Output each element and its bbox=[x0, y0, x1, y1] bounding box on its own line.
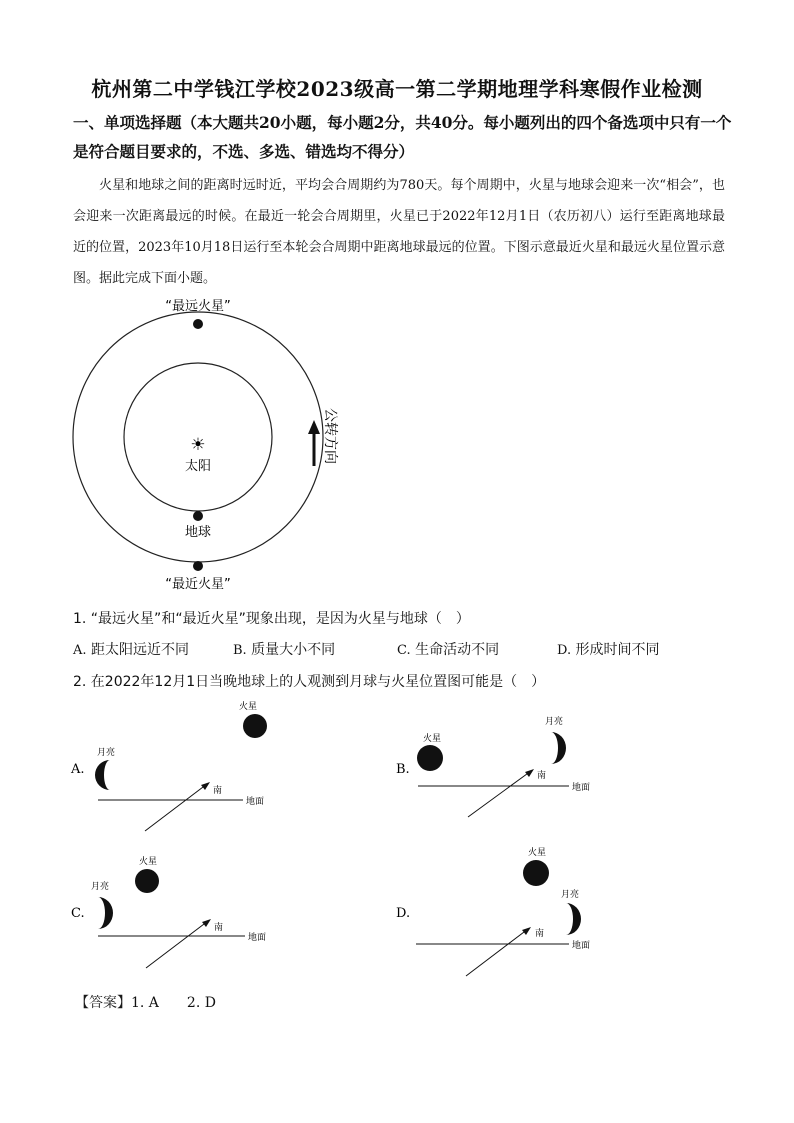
option-letter: B. bbox=[396, 762, 410, 777]
question-1-stem: 1. “最远火星”和“最近火星”现象出现，是因为火星与地球（ ） bbox=[73, 611, 470, 627]
south-label: 南 bbox=[535, 929, 545, 939]
q1-option-a[interactable]: A. 距太阳远近不同 bbox=[73, 642, 189, 658]
moon-label: 月亮 bbox=[96, 748, 116, 758]
mars-dot bbox=[523, 860, 549, 886]
farthest-mars-dot bbox=[193, 319, 203, 329]
answer-tag: 【答案】 bbox=[75, 995, 131, 1011]
ground-label: 地面 bbox=[572, 783, 591, 793]
mars-dot bbox=[243, 714, 267, 738]
q2-option-a-figure[interactable] bbox=[68, 695, 288, 840]
option-letter: A. bbox=[71, 762, 85, 777]
option-letter: C. bbox=[71, 906, 85, 921]
ground-label: 地面 bbox=[248, 933, 267, 943]
orbit-diagram bbox=[60, 290, 360, 600]
q2-option-b-figure[interactable] bbox=[394, 712, 614, 827]
arrow-head-icon bbox=[525, 769, 534, 777]
q1-option-d[interactable]: D. 形成时间不同 bbox=[557, 642, 660, 658]
ground-label: 地面 bbox=[572, 941, 591, 951]
south-label: 南 bbox=[537, 771, 547, 781]
mars-label: 火星 bbox=[422, 734, 442, 744]
answer-text: 1. A 2. D bbox=[131, 995, 216, 1011]
answer-line bbox=[75, 992, 216, 1012]
farthest-mars-label: “最远火星” bbox=[165, 299, 231, 314]
nearest-mars-label: “最近火星” bbox=[165, 577, 231, 592]
page-title: 杭州第二中学钱江学校2023级高一第二学期地理学科寒假作业检测 bbox=[91, 77, 703, 101]
question-2-stem: 2. 在2022年12月1日当晚地球上的人观测到月球与火星位置图可能是（ ） bbox=[73, 674, 546, 690]
mars-dot bbox=[417, 745, 443, 771]
moon-label: 月亮 bbox=[560, 890, 580, 900]
earth-label: 地球 bbox=[184, 525, 212, 540]
earth-dot bbox=[193, 511, 203, 521]
mars-label: 火星 bbox=[138, 857, 158, 867]
sun-label: 太阳 bbox=[184, 459, 212, 474]
moon-crescent-icon bbox=[95, 760, 110, 790]
sight-arrow bbox=[466, 929, 528, 976]
moon-crescent-icon bbox=[566, 903, 581, 935]
moon-crescent-icon bbox=[551, 732, 566, 764]
arrow-head-icon bbox=[201, 782, 210, 790]
nearest-mars-dot bbox=[193, 561, 203, 571]
sight-arrow bbox=[146, 921, 208, 968]
south-label: 南 bbox=[213, 786, 223, 796]
reading-passage bbox=[73, 170, 725, 294]
sight-arrow bbox=[145, 784, 207, 831]
south-label: 南 bbox=[214, 923, 224, 933]
mars-label: 火星 bbox=[238, 702, 258, 712]
revolution-direction-label: 公转方向 bbox=[322, 408, 338, 464]
sight-arrow bbox=[468, 771, 531, 817]
option-letter: D. bbox=[396, 906, 411, 921]
revolution-arrow-head-icon bbox=[308, 420, 320, 434]
moon-label: 月亮 bbox=[90, 882, 110, 892]
arrow-head-icon bbox=[522, 927, 531, 935]
q1-option-b[interactable]: B. 质量大小不同 bbox=[233, 642, 336, 658]
arrow-head-icon bbox=[202, 919, 211, 927]
q2-option-c-figure[interactable] bbox=[68, 853, 288, 973]
q2-option-d-figure[interactable] bbox=[394, 843, 614, 983]
section-heading: 一、单项选择题（本大题共20小题，每小题2分，共40分。每小题列出的四个备选项中只有一个是符合题目要求的，不选、多选、错选均不得分） bbox=[73, 113, 732, 161]
ground-label: 地面 bbox=[246, 797, 265, 807]
sun-icon: ☀ bbox=[190, 435, 206, 455]
passage-text: 火星和地球之间的距离时远时近，平均会合周期约为780天。每个周期中，火星与地球会迎来一次“相会”，也会迎来一次距离最远的时候。在最近一轮会合周期里，火星已于2022年12月1日（农历初八）运行至距离地球最近的位置，2023年10月18日运行至本轮会合周期中距离地球最远的位置。下图示意最近火星和最远火星位置示意图。据此完成下面小题。 bbox=[73, 178, 725, 286]
moon-crescent-icon bbox=[98, 897, 113, 929]
moon-label: 月亮 bbox=[544, 717, 564, 727]
mars-label: 火星 bbox=[527, 848, 547, 858]
mars-dot bbox=[135, 869, 159, 893]
q1-option-c[interactable]: C. 生命活动不同 bbox=[397, 642, 500, 658]
